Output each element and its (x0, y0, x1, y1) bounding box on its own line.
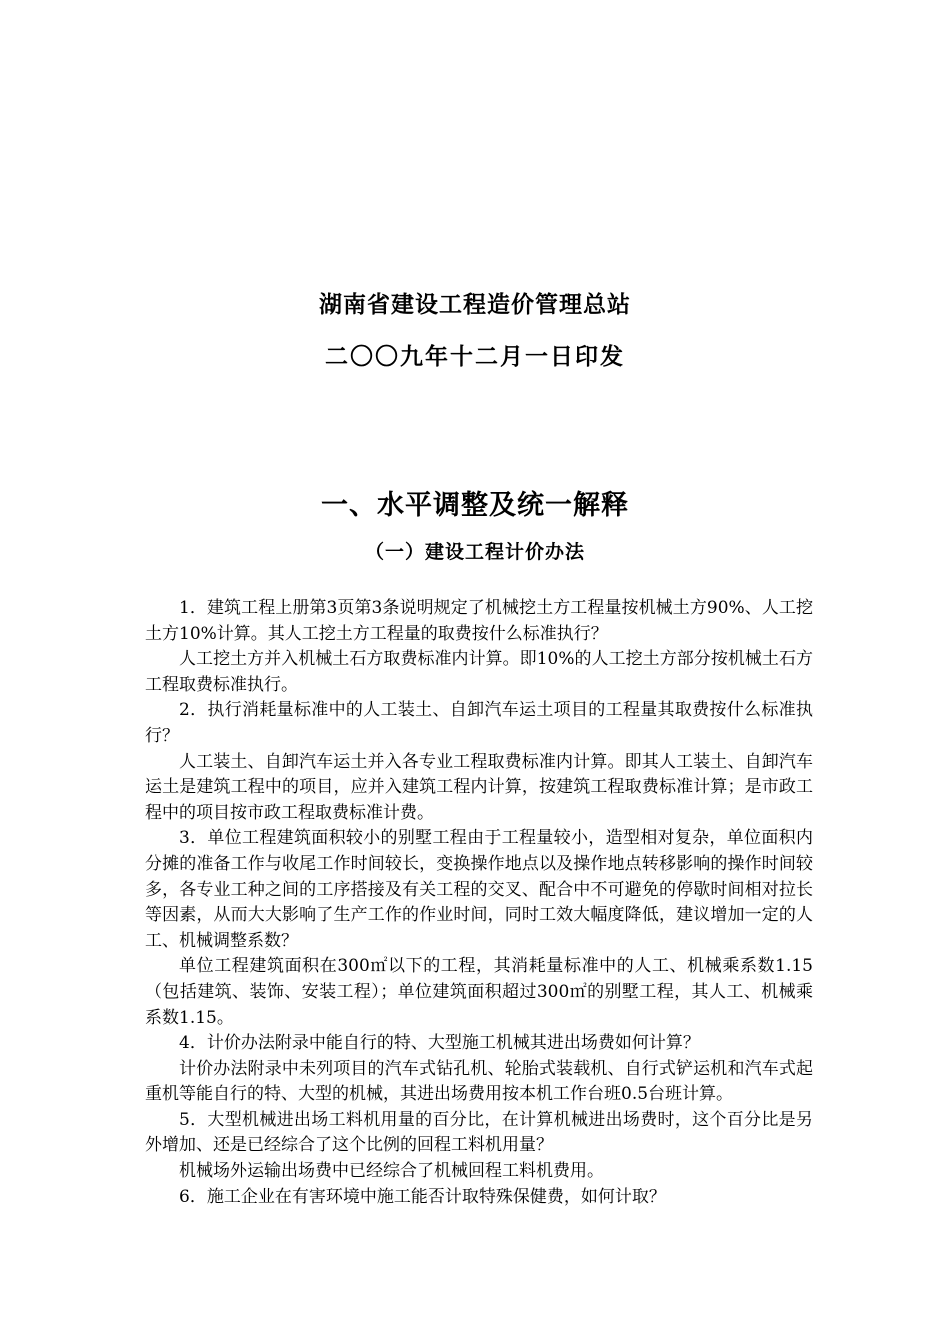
answer-3: 单位工程建筑面积在300㎡以下的工程，其消耗量标准中的人工、机械乘系数1.15（包括建筑、装饰、安装工程）；单位建筑面积超过300㎡的别墅工程，其人工、机械乘系数1.15。 (145, 956, 813, 1028)
question-1: 1．建筑工程上册第3页第3条说明规定了机械挖土方工程量按机械土方90%、人工挖土方10%计算。其人工挖土方工程量的取费按什么标准执行？ (145, 598, 813, 644)
answer-1: 人工挖土方并入机械土石方取费标准内计算。即10%的人工挖土方部分按机械土石方工程取费标准执行。 (145, 649, 813, 695)
answer-4: 计价办法附录中未列项目的汽车式钻孔机、轮胎式装载机、自行式铲运机和汽车式起重机等能自行的特、大型的机械，其进出场费用按本机工作台班0.5台班计算。 (145, 1058, 813, 1105)
question-2: 2．执行消耗量标准中的人工装土、自卸汽车运土项目的工程量其取费按什么标准执行？ (145, 700, 813, 746)
question-4: 4．计价办法附录中能自行的特、大型施工机械其进出场费如何计算？ (179, 1033, 700, 1054)
answer-5: 机械场外运输出场费中已经综合了机械回程工料机费用。 (179, 1161, 604, 1182)
question-6: 6．施工企业在有害环境中施工能否计取特殊保健费，如何计取？ (179, 1186, 666, 1207)
subsection-title: （一）建设工程计价办法 (364, 541, 585, 563)
section-title: 一、水平调整及统一解释 (321, 490, 629, 521)
answer-2: 人工装土、自卸汽车运土并入各专业工程取费标准内计算。即其人工装土、自卸汽车运土是建筑工程中的项目，应并入建筑工程内计算，按建筑工程取费标准计算；是市政工程中的项目按市政工程取费标准计费。 (145, 751, 813, 823)
issue-date: 二〇〇九年十二月一日印发 (325, 343, 625, 370)
question-5: 5．大型机械进出场工料机用量的百分比，在计算机械进出场费时，这个百分比是另外增加、还是已经综合了这个比例的回程工料机用量？ (145, 1109, 813, 1156)
document-body (145, 596, 813, 1210)
question-3: 3．单位工程建筑面积较小的别墅工程由于工程量较小，造型相对复杂，单位面积内分摊的准备工作与收尾工作时间较长，变换操作地点以及操作地点转移影响的操作时间较多，各专业工种之间的工序搭接及有关工程的交叉、配合中不可避免的停歇时间相对拉长等因素，从而大大影响了生产工作的作业时间，同时工效大幅度降低，建议增加一定的人工、机械调整系数？ (145, 828, 813, 951)
issuer-name: 湖南省建设工程造价管理总站 (319, 291, 631, 318)
